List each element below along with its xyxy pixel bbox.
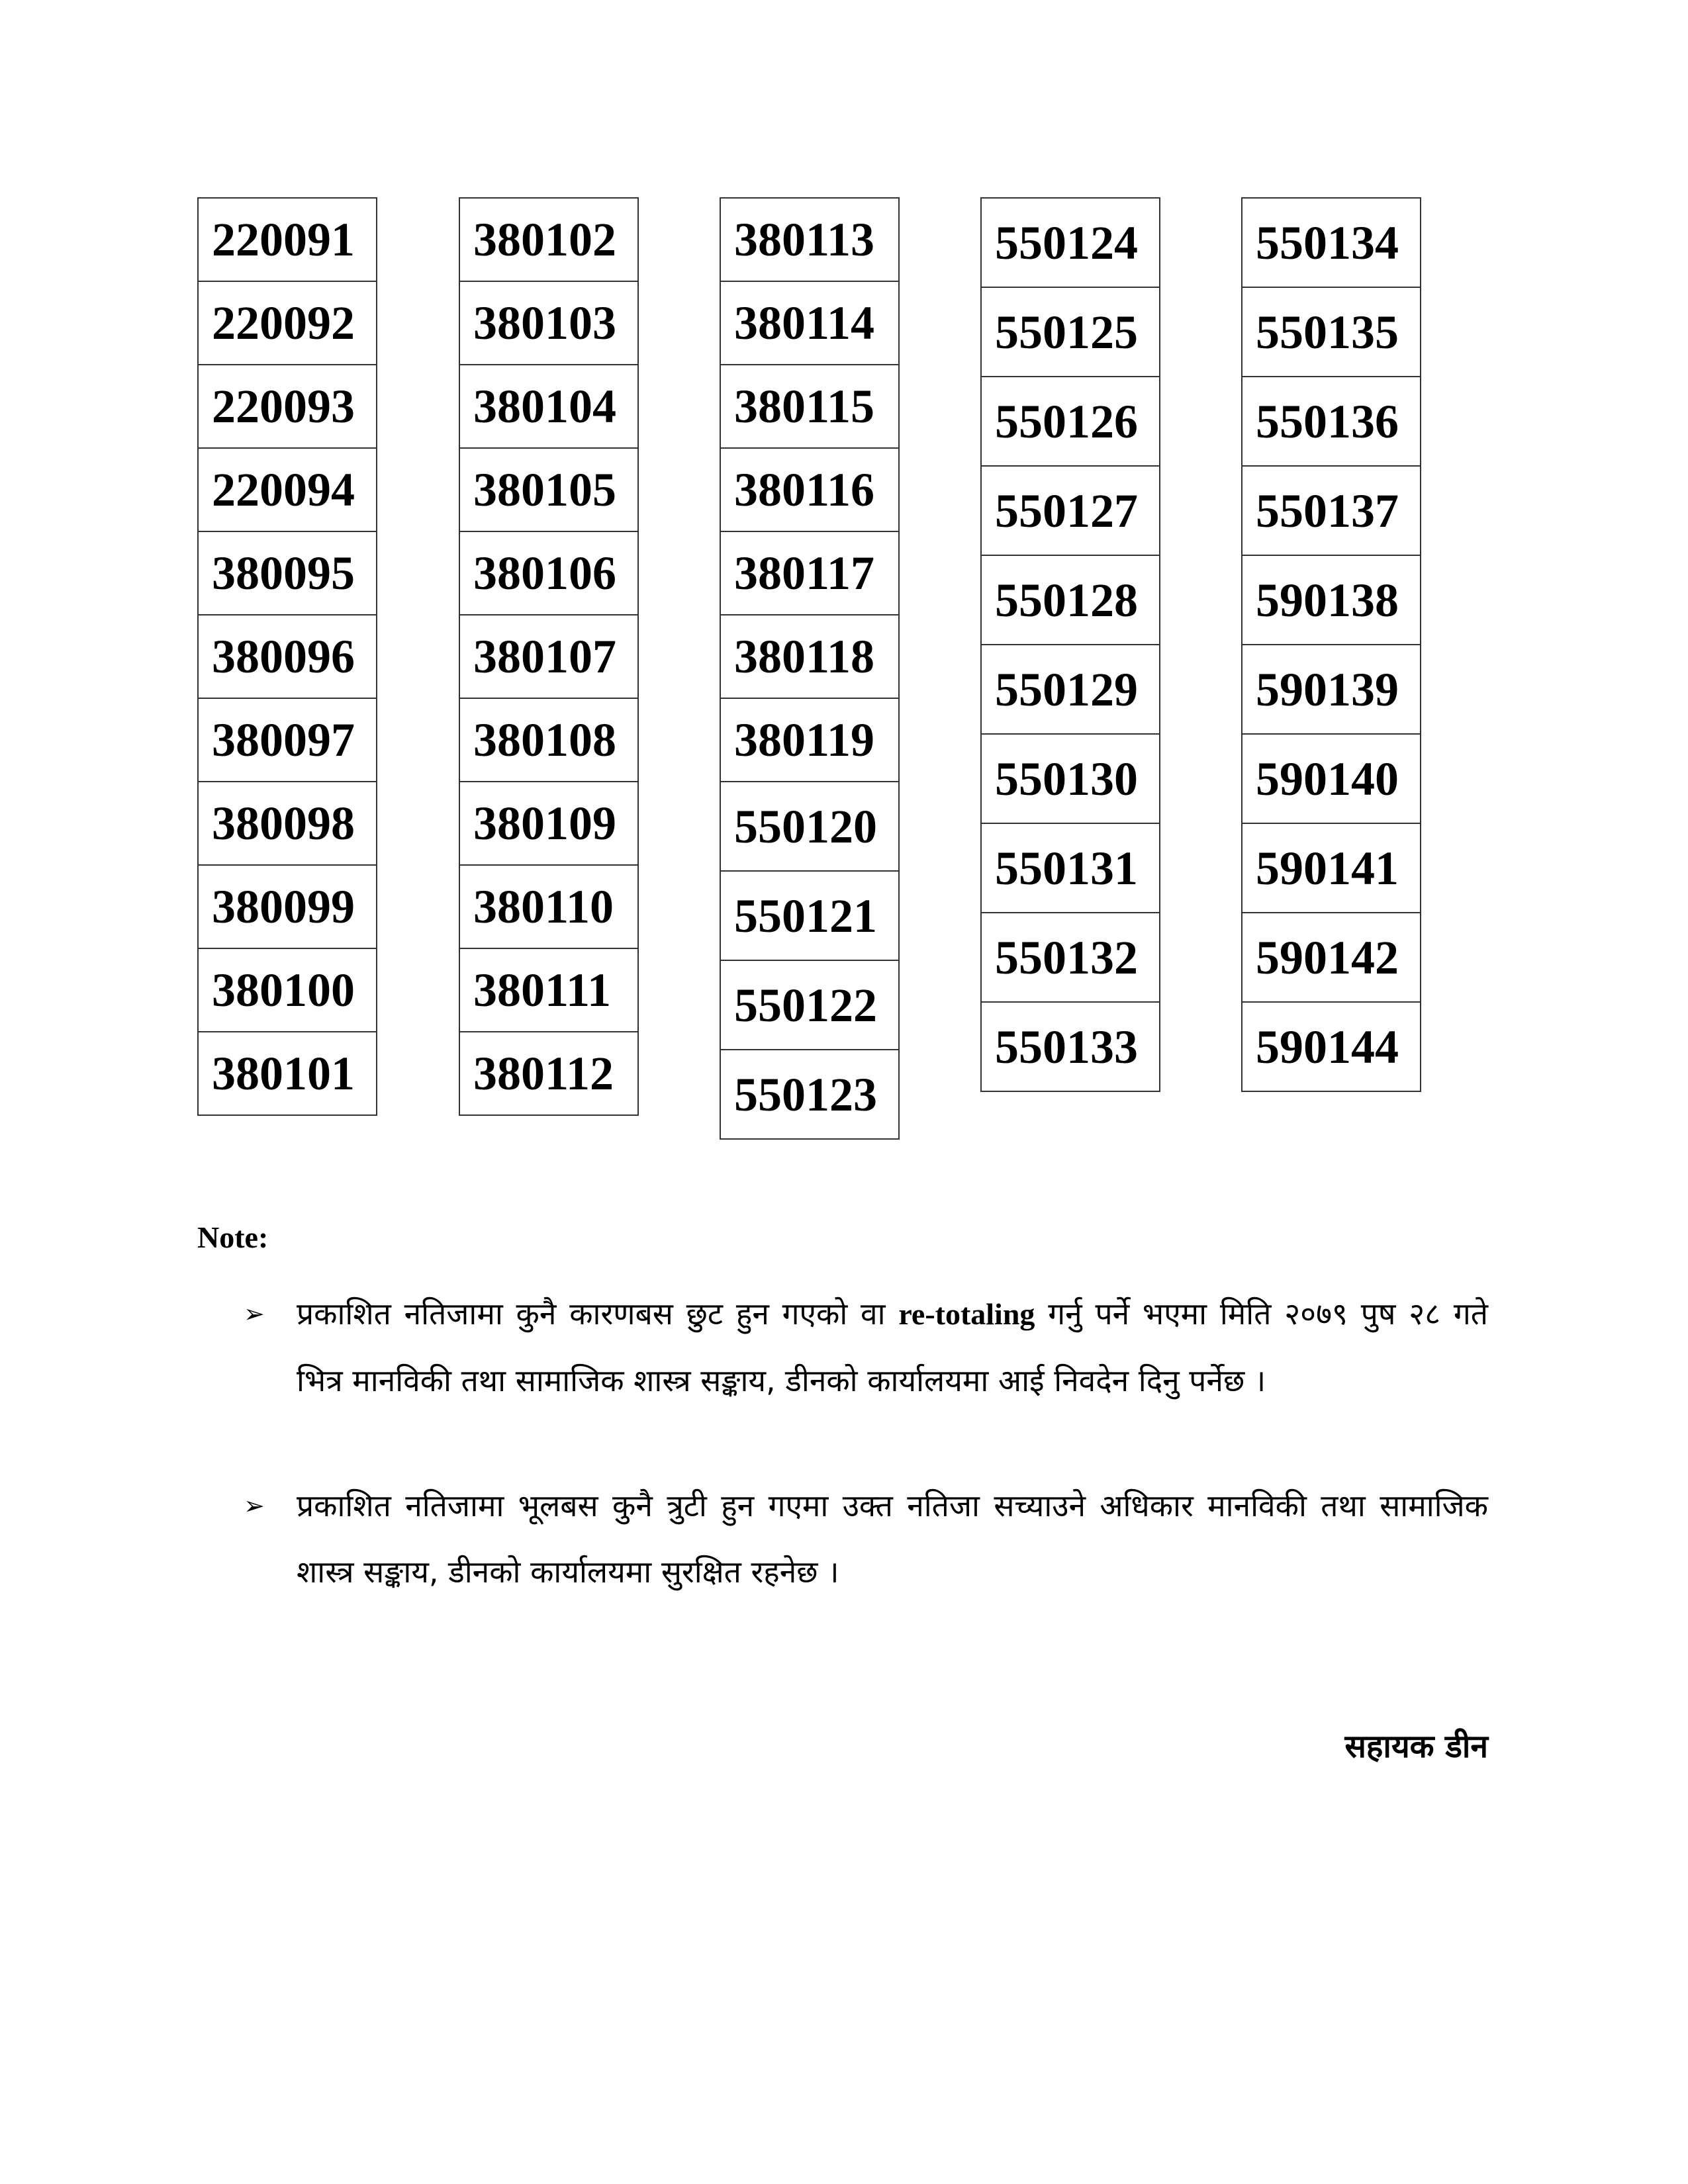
note-bullet-1 (244, 1281, 1488, 1414)
roll-number-cell: 550125 (981, 287, 1160, 377)
roll-number-cell: 590138 (1242, 555, 1421, 645)
roll-number-cell: 550131 (981, 823, 1160, 913)
table-row (1242, 555, 1421, 645)
roll-column-5 (1241, 197, 1421, 1092)
roll-number-cell: 380096 (198, 615, 377, 698)
table-row (1242, 1002, 1421, 1091)
table-row (459, 198, 638, 281)
table-row (198, 531, 377, 615)
roll-number-cell: 380107 (459, 615, 638, 698)
table-row (459, 448, 638, 531)
table-row (720, 871, 899, 960)
roll-number-cell: 590142 (1242, 913, 1421, 1002)
roll-number-cell: 550126 (981, 377, 1160, 466)
table-row (198, 281, 377, 365)
table-row (459, 865, 638, 948)
roll-number-cell: 380113 (720, 198, 899, 281)
table-row (198, 448, 377, 531)
table-row (459, 365, 638, 448)
table-row (198, 1032, 377, 1115)
roll-column-3 (720, 197, 900, 1140)
roll-number-cell: 550133 (981, 1002, 1160, 1091)
roll-number-cell: 590141 (1242, 823, 1421, 913)
roll-number-cell: 550129 (981, 645, 1160, 734)
roll-number-cell: 380104 (459, 365, 638, 448)
table-row (1242, 913, 1421, 1002)
table-row (459, 948, 638, 1032)
table-row (981, 198, 1160, 287)
roll-number-cell: 380095 (198, 531, 377, 615)
table-row (720, 531, 899, 615)
roll-number-cell: 590140 (1242, 734, 1421, 823)
roll-number-cell: 220093 (198, 365, 377, 448)
table-row (720, 448, 899, 531)
table-row (720, 960, 899, 1050)
table-row (459, 1032, 638, 1115)
table-row (981, 466, 1160, 555)
roll-number-cell: 380118 (720, 615, 899, 698)
table-row (981, 913, 1160, 1002)
table-row (198, 948, 377, 1032)
roll-number-cell: 380101 (198, 1032, 377, 1115)
table-row (1242, 823, 1421, 913)
roll-number-cell: 380100 (198, 948, 377, 1032)
roll-number-cell: 380102 (459, 198, 638, 281)
table-row (981, 1002, 1160, 1091)
table-row (198, 365, 377, 448)
roll-number-cell: 380109 (459, 782, 638, 865)
table-row (1242, 645, 1421, 734)
arrow-bullet-icon: ➢ (244, 1299, 265, 1328)
table-row (198, 865, 377, 948)
note-bullet-text: प्रकाशित नतिजामा भूलबस कुनै त्रुटी हुन गएमा उक्त नतिजा सच्याउने अधिकार मानविकी तथा सामाजिक शास्त्र सङ्काय, डीनको कार्यालयमा सुरक्षित रहनेछ । (297, 1488, 1488, 1590)
table-row (198, 698, 377, 782)
note-label: Note: (197, 1220, 269, 1254)
roll-number-cell: 550123 (720, 1050, 899, 1139)
table-row (198, 198, 377, 281)
table-row (720, 281, 899, 365)
roll-number-cell: 380116 (720, 448, 899, 531)
table-row (981, 823, 1160, 913)
table-row (459, 615, 638, 698)
table-row (459, 531, 638, 615)
table-row (720, 1050, 899, 1139)
roll-number-cell: 380106 (459, 531, 638, 615)
table-row (981, 645, 1160, 734)
roll-column-4 (980, 197, 1160, 1092)
roll-number-cell: 550137 (1242, 466, 1421, 555)
table-row (981, 734, 1160, 823)
roll-number-cell: 590144 (1242, 1002, 1421, 1091)
roll-number-cell: 550130 (981, 734, 1160, 823)
table-row (1242, 466, 1421, 555)
table-row (981, 555, 1160, 645)
table-row (981, 287, 1160, 377)
roll-number-cell: 380105 (459, 448, 638, 531)
table-row (720, 782, 899, 871)
table-row (981, 377, 1160, 466)
roll-column-2 (459, 197, 639, 1116)
roll-number-cell: 380110 (459, 865, 638, 948)
table-row (459, 698, 638, 782)
roll-number-cell: 380114 (720, 281, 899, 365)
roll-number-cell: 550121 (720, 871, 899, 960)
table-row (1242, 734, 1421, 823)
table-row (720, 198, 899, 281)
roll-number-cell: 380115 (720, 365, 899, 448)
roll-number-cell: 380099 (198, 865, 377, 948)
table-row (1242, 198, 1421, 287)
signature-assistant-dean: सहायक डीन (1344, 1728, 1488, 1765)
roll-number-cell: 550122 (720, 960, 899, 1050)
table-row (1242, 377, 1421, 466)
table-row (459, 281, 638, 365)
roll-number-cell: 550124 (981, 198, 1160, 287)
roll-number-cell: 380119 (720, 698, 899, 782)
arrow-bullet-icon: ➢ (244, 1491, 265, 1520)
roll-number-cell: 380097 (198, 698, 377, 782)
table-row (1242, 287, 1421, 377)
roll-number-cell: 550134 (1242, 198, 1421, 287)
roll-number-cell: 550128 (981, 555, 1160, 645)
roll-number-cell: 550136 (1242, 377, 1421, 466)
roll-number-cell: 380112 (459, 1032, 638, 1115)
roll-number-cell: 550132 (981, 913, 1160, 1002)
roll-number-cell: 550135 (1242, 287, 1421, 377)
roll-number-cell: 380103 (459, 281, 638, 365)
table-row (720, 365, 899, 448)
table-row (720, 615, 899, 698)
roll-number-cell: 380108 (459, 698, 638, 782)
roll-number-cell: 550127 (981, 466, 1160, 555)
note-bullet-2 (244, 1473, 1488, 1605)
note-bullet-text-part1: प्रकाशित नतिजामा कुनै कारणबस छुट हुन गएको वा (297, 1296, 886, 1332)
roll-number-cell: 380098 (198, 782, 377, 865)
table-row (198, 782, 377, 865)
retotaling-term: re-totaling (898, 1297, 1035, 1331)
table-row (459, 782, 638, 865)
note-bullet-text-part2: गर्नु पर्ने भएमा मिति २०७९ पुष २८ गते भित्र मानविकी तथा सामाजिक शास्त्र सङ्काय, डीनको कार्यालयमा आई निवदेन दिनु पर्नेछ । (297, 1296, 1488, 1398)
roll-column-1 (197, 197, 377, 1116)
roll-number-cell: 220091 (198, 198, 377, 281)
roll-number-cell: 590139 (1242, 645, 1421, 734)
roll-number-cell: 220092 (198, 281, 377, 365)
roll-number-cell: 220094 (198, 448, 377, 531)
table-row (198, 615, 377, 698)
roll-number-cell: 380117 (720, 531, 899, 615)
roll-number-cell: 380111 (459, 948, 638, 1032)
roll-number-cell: 550120 (720, 782, 899, 871)
note-bullet-text (297, 1281, 1488, 1414)
table-row (720, 698, 899, 782)
